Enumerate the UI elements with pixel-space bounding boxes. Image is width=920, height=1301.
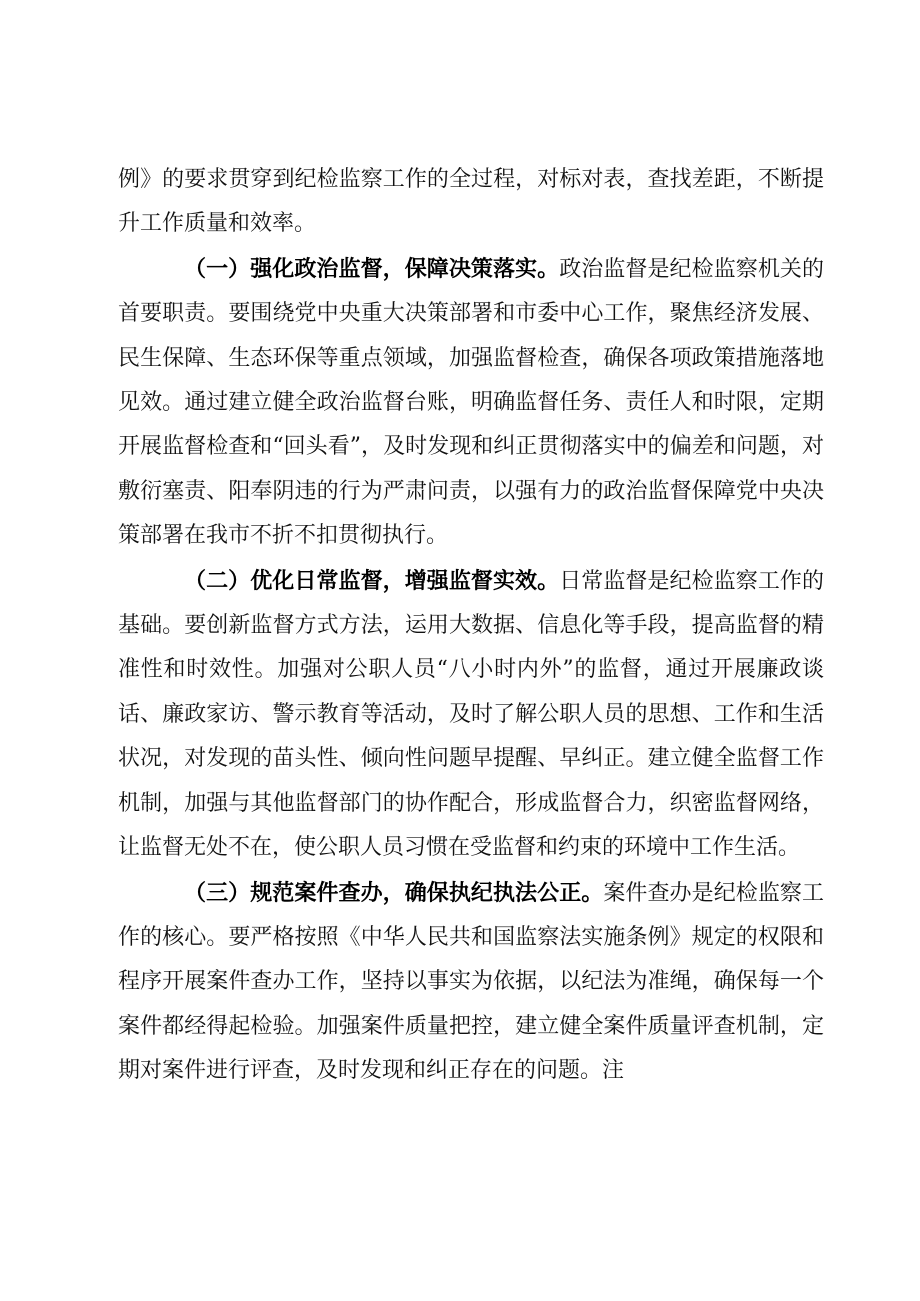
paragraph-text: 例》的要求贯穿到纪检监察工作的全过程，对标对表，查找差距，不断提升工作质量和效率。	[118, 167, 824, 237]
paragraph-heading: （一）强化政治监督，保障决策落实。	[184, 255, 560, 282]
paragraph-text: 政治监督是纪检监察机关的首要职责。要围绕党中央重大决策部署和市委中心工作，聚焦经济发展、民生保障、生态环保等重点领域，加强监督检查，确保各项政策措施落地见效。通过建立健全政治监督台账，明确监督任务、责任人和时限，定期开展监督检查和“回头看”，及时发现和纠正贯彻落实中的偏差和问题，对敷衍塞责、阳奉阴违的行为严肃问责，以强有力的政治监督保障党中央决策部署在我市不折不扣贯彻执行。	[118, 256, 824, 549]
paragraph-heading: （三）规范案件查办，确保执纪执法公正。	[184, 879, 604, 906]
paragraph-text: 案件查办是纪检监察工作的核心。要严格按照《中华人民共和国监察法实施条例》规定的权限和程序开展案件查办工作，坚持以事实为依据，以纪法为准绳，确保每一个案件都经得起检验。加强案件质量把控，建立健全案件质量评查机制，定期对案件进行评查，及时发现和纠正存在的问题。注	[118, 880, 824, 1084]
paragraph-case-handling	[118, 871, 824, 1094]
paragraph-text: 日常监督是纪检监察工作的基础。要创新监督方式方法，运用大数据、信息化等手段，提高监督的精准性和时效性。加强对公职人员“八小时内外”的监督，通过开展廉政谈话、廉政家访、警示教育等活动，及时了解公职人员的思想、工作和生活状况，对发现的苗头性、倾向性问题早提醒、早纠正。建立健全监督工作机制，加强与其他监督部门的协作配合，形成监督合力，织密监督网络，让监督无处不在，使公职人员习惯在受监督和约束的环境中工作生活。	[118, 568, 824, 861]
paragraph-heading: （二）优化日常监督，增强监督实效。	[184, 567, 560, 594]
document-body	[118, 158, 824, 1094]
paragraph-daily-supervision	[118, 559, 824, 871]
paragraph-political-supervision	[118, 247, 824, 559]
paragraph-continuation	[118, 158, 824, 247]
